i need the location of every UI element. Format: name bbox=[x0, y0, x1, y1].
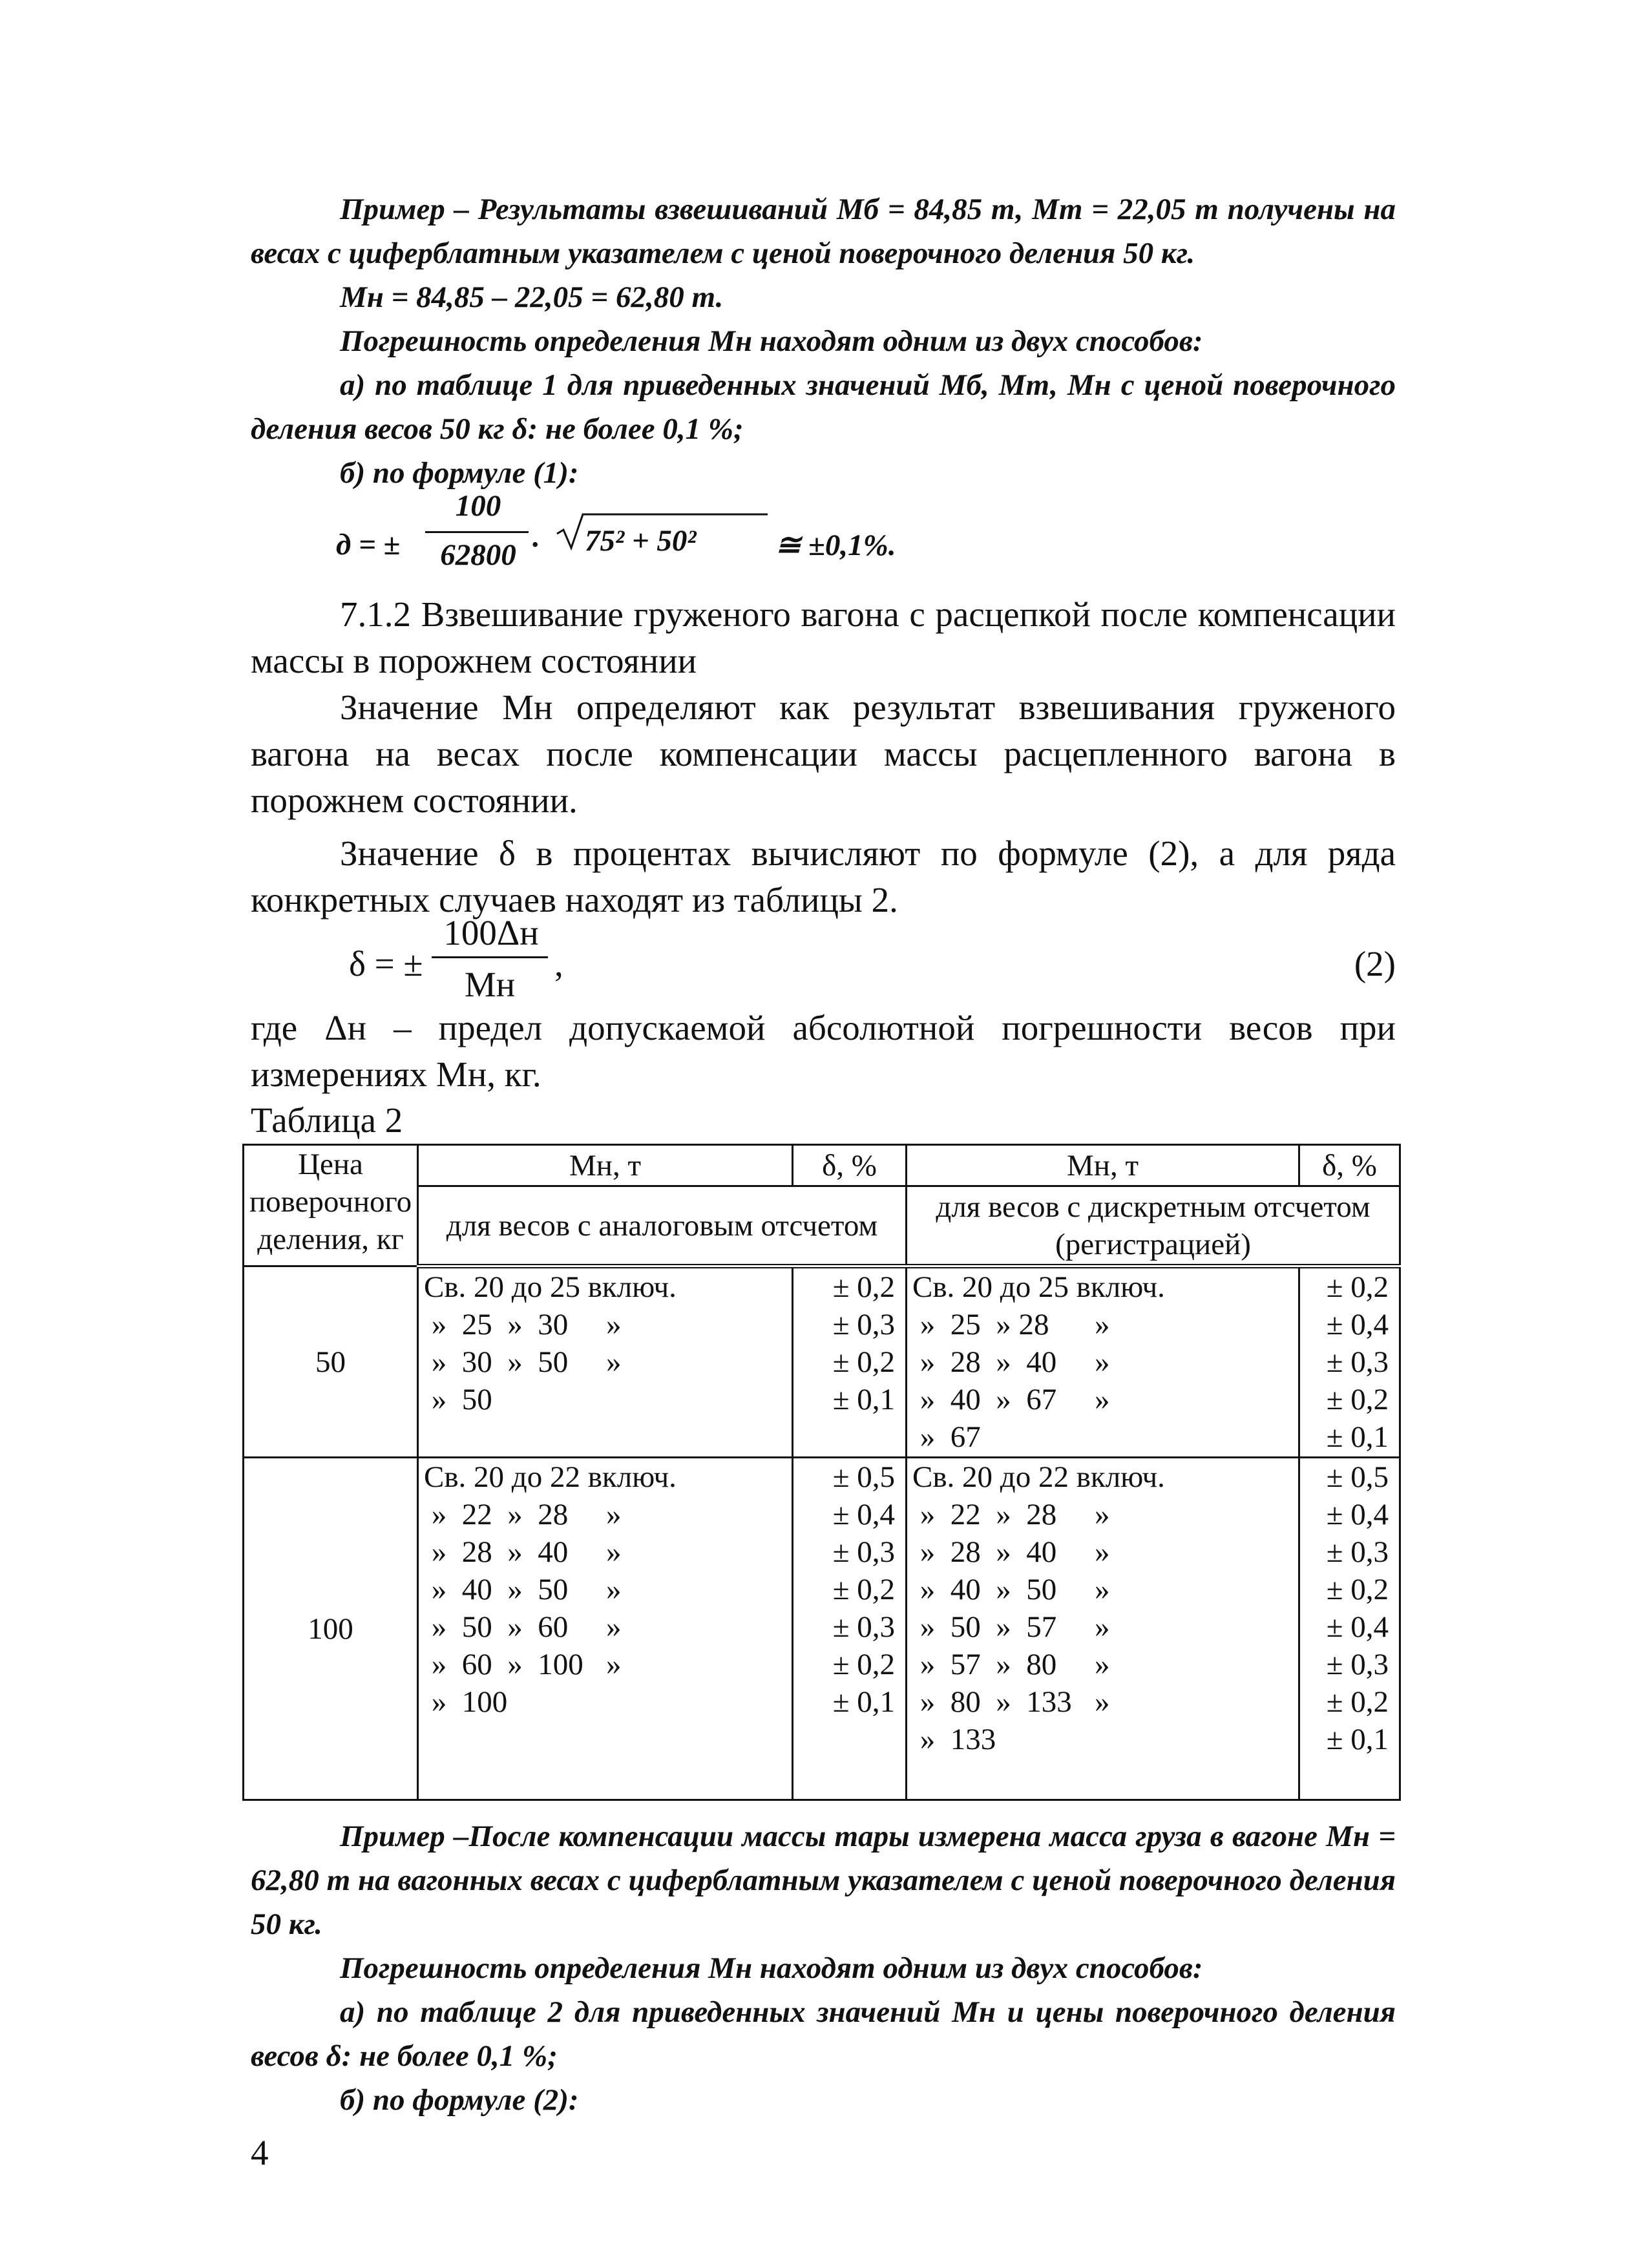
delta-value: ± 0,2 bbox=[832, 1270, 895, 1304]
delta-value: ± 0,3 bbox=[832, 1610, 895, 1644]
delta-value: ± 0,2 bbox=[832, 1573, 895, 1606]
range-line: » 28 » 40 » bbox=[912, 1535, 1110, 1569]
example-1-method-a: а) по таблице 1 для приведенных значений Мб, Мт, Мн с ценой поверочного деления весов 50 кг δ: не более 0,1 %; bbox=[251, 368, 1396, 446]
delta-value: ± 0,2 bbox=[1326, 1685, 1389, 1719]
range-line: » 50 » 57 » bbox=[912, 1610, 1110, 1644]
delta-value: ± 0,1 bbox=[1326, 1723, 1389, 1756]
table-row bbox=[244, 1458, 1400, 1800]
range-line: Св. 20 до 22 включ. bbox=[424, 1460, 677, 1494]
delta-value: ± 0,3 bbox=[1326, 1648, 1389, 1681]
range-line: » 22 » 28 » bbox=[912, 1498, 1110, 1531]
price-cell: 100 bbox=[244, 1458, 418, 1800]
delta-value: ± 0,2 bbox=[832, 1345, 895, 1379]
header-delta-analog: δ, % bbox=[793, 1145, 907, 1186]
example-1-calculation: Мн = 84,85 – 22,05 = 62,80 т. bbox=[340, 280, 724, 314]
formula-1-dot: · bbox=[531, 528, 539, 562]
range-line: » 25 » 28 » bbox=[912, 1308, 1110, 1341]
discrete-deltas-cell bbox=[1299, 1266, 1400, 1458]
example-2-method-b: б) по формуле (2): bbox=[340, 2083, 579, 2117]
discrete-deltas-cell bbox=[1299, 1458, 1400, 1800]
range-line: » 40 » 67 » bbox=[912, 1383, 1110, 1416]
range-line: » 60 » 100 » bbox=[424, 1648, 622, 1681]
price-cell: 50 bbox=[244, 1266, 418, 1458]
header-discrete: для весов с дискретным отсчетом (регистрацией) bbox=[907, 1186, 1400, 1266]
delta-value: ± 0,2 bbox=[1326, 1270, 1389, 1304]
range-line: » 50 » 60 » bbox=[424, 1610, 622, 1644]
example-1-method-b: б) по формуле (1): bbox=[340, 456, 579, 490]
range-line: » 133 bbox=[912, 1723, 996, 1756]
discrete-ranges-cell bbox=[907, 1458, 1299, 1800]
where-paragraph: где Δн – предел допускаемой абсолютной погрешности весов при измерениях Мн, кг. bbox=[251, 1008, 1396, 1094]
delta-value: ± 0,4 bbox=[1326, 1498, 1389, 1531]
delta-value: ± 0,4 bbox=[1326, 1308, 1389, 1341]
example-block-1 bbox=[251, 187, 1396, 495]
range-line: » 40 » 50 » bbox=[424, 1573, 622, 1606]
range-line: Св. 20 до 25 включ. bbox=[912, 1270, 1165, 1304]
formula-1-fraction-bar bbox=[425, 531, 529, 533]
delta-value: ± 0,4 bbox=[832, 1498, 895, 1531]
delta-value: ± 0,3 bbox=[1326, 1535, 1389, 1569]
delta-value: ± 0,3 bbox=[832, 1308, 895, 1341]
formula-1-result: ≅ ±0,1%. bbox=[775, 529, 896, 562]
analog-deltas-cell bbox=[793, 1266, 907, 1458]
formula-2-numerator: 100Δн bbox=[443, 913, 539, 952]
range-line: » 100 bbox=[424, 1685, 508, 1719]
example-2-paragraph-1: Пример –После компенсации массы тары измерена масса груза в вагоне Мн = 62,80 т на вагонных весах с циферблатным указателем с ценой поверочного деления 50 кг. bbox=[251, 1820, 1396, 1941]
discrete-ranges-cell bbox=[907, 1266, 1299, 1458]
header-analog: для весов с аналоговым отсчетом bbox=[418, 1186, 907, 1266]
range-line: Св. 20 до 25 включ. bbox=[424, 1270, 677, 1304]
formula-2-fraction-bar bbox=[432, 956, 548, 958]
section-paragraph-2: Значение δ в процентах вычисляют по формуле (2), а для ряда конкретных случаев находят из таблицы 2. bbox=[251, 834, 1396, 919]
header-price: Цена поверочного деления, кг bbox=[244, 1145, 418, 1266]
formula-2-number: (2) bbox=[1354, 944, 1396, 983]
example-1-methods: Погрешность определения Мн находят одним из двух способов: bbox=[340, 324, 1203, 358]
header-mass-analog: Мн, т bbox=[418, 1145, 793, 1186]
range-line: » 67 bbox=[912, 1420, 981, 1454]
header-delta-discrete: δ, % bbox=[1299, 1145, 1400, 1186]
analog-ranges-cell bbox=[418, 1458, 793, 1800]
range-line: » 50 bbox=[424, 1383, 492, 1416]
delta-value: ± 0,3 bbox=[1326, 1345, 1389, 1379]
table-row bbox=[244, 1266, 1400, 1458]
delta-value: ± 0,1 bbox=[1326, 1420, 1389, 1454]
delta-value: ± 0,2 bbox=[1326, 1573, 1389, 1606]
section-heading: 7.1.2 Взвешивание груженого вагона с расцепкой после компенсации массы в порожнем состоянии bbox=[251, 594, 1396, 680]
formula-2-denominator: Мн bbox=[464, 965, 516, 1004]
range-line: » 30 » 50 » bbox=[424, 1345, 622, 1379]
range-line: » 28 » 40 » bbox=[424, 1535, 622, 1569]
example-2-methods: Погрешность определения Мн находят одним из двух способов: bbox=[340, 1951, 1203, 1985]
range-line: » 80 » 133 » bbox=[912, 1685, 1110, 1719]
page-number: 4 bbox=[251, 2133, 269, 2172]
delta-value: ± 0,5 bbox=[832, 1460, 895, 1494]
range-line: » 57 » 80 » bbox=[912, 1648, 1110, 1681]
range-line: » 25 » 30 » bbox=[424, 1308, 622, 1341]
example-1-paragraph-1: Пример – Результаты взвешиваний Мб = 84,85 т, Мт = 22,05 т получены на весах с циферблатным указателем с ценой поверочного деления 50 кг. bbox=[251, 193, 1396, 270]
section-text bbox=[251, 591, 1396, 923]
range-line: » 22 » 28 » bbox=[424, 1498, 622, 1531]
delta-value: ± 0,1 bbox=[832, 1383, 895, 1416]
delta-value: ± 0,3 bbox=[832, 1535, 895, 1569]
table-2 bbox=[242, 1144, 1401, 1801]
example-block-2 bbox=[251, 1814, 1396, 2122]
range-line: Св. 20 до 22 включ. bbox=[912, 1460, 1165, 1494]
formula-2 bbox=[349, 912, 1396, 1016]
header-mass-discrete: Мн, т bbox=[907, 1145, 1299, 1186]
delta-value: ± 0,2 bbox=[1326, 1383, 1389, 1416]
range-line: » 40 » 50 » bbox=[912, 1573, 1110, 1606]
section-paragraph-1: Значение Мн определяют как результат взвешивания груженого вагона на весах после компенсации массы расцепленного вагона в порожнем состоянии. bbox=[251, 688, 1396, 820]
range-line: » 28 » 40 » bbox=[912, 1345, 1110, 1379]
table-caption: Таблица 2 bbox=[251, 1100, 403, 1140]
delta-value: ± 0,5 bbox=[1326, 1460, 1389, 1494]
formula-1-denominator: 62800 bbox=[440, 538, 516, 572]
delta-value: ± 0,4 bbox=[1326, 1610, 1389, 1644]
formula-1-lhs: д = ± bbox=[336, 528, 401, 562]
formula-1-numerator: 100 bbox=[455, 489, 501, 523]
formula-2-lhs: δ = ± bbox=[349, 944, 423, 983]
analog-deltas-cell bbox=[793, 1458, 907, 1800]
formula-1-radicand: 75² + 50² bbox=[585, 524, 697, 558]
analog-ranges-cell bbox=[418, 1266, 793, 1458]
delta-value: ± 0,1 bbox=[832, 1685, 895, 1719]
formula-2-comma: , bbox=[554, 944, 563, 983]
delta-value: ± 0,2 bbox=[832, 1648, 895, 1681]
example-2-method-a: а) по таблице 2 для приведенных значений Мн и цены поверочного деления весов δ: не более 0,1 %; bbox=[251, 1995, 1396, 2073]
where-text bbox=[251, 1005, 1396, 1098]
